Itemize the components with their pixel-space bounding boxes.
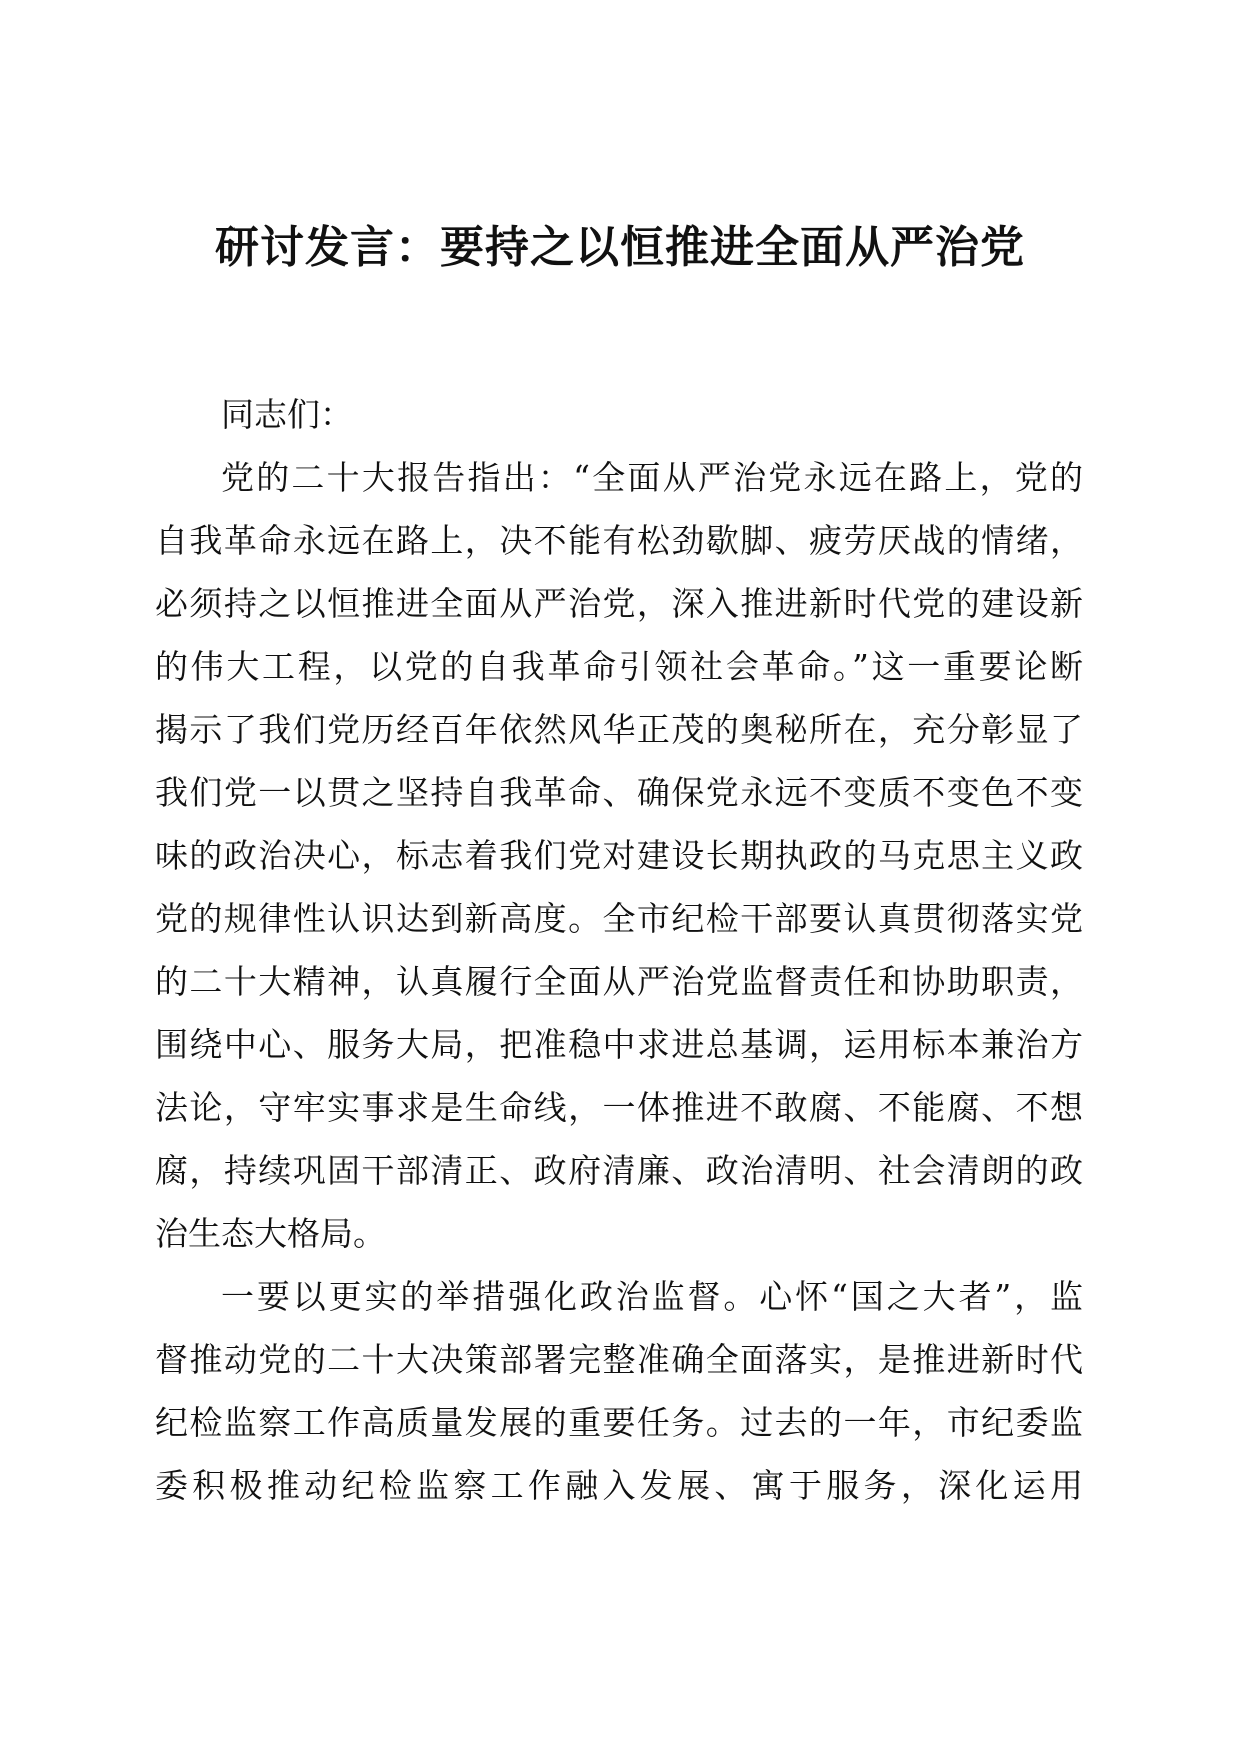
paragraph-1 bbox=[155, 446, 1083, 1265]
text-line: 法论，守牢实事求是生命线，一体推进不敢腐、不能腐、不想 bbox=[155, 1088, 1083, 1127]
text-line: 委积极推动纪检监察工作融入发展、寓于服务，深化运用 bbox=[155, 1466, 1083, 1505]
text-line: 一要以更实的举措强化政治监督。心怀“国之大者”，监 bbox=[221, 1277, 1083, 1316]
text-line: 腐，持续巩固干部清正、政府清廉、政治清明、社会清朗的政 bbox=[155, 1151, 1083, 1190]
salutation-paragraph bbox=[155, 383, 1083, 446]
text-line: 的二十大精神，认真履行全面从严治党监督责任和协助职责， bbox=[155, 962, 1083, 1001]
text-line: 围绕中心、服务大局，把准稳中求进总基调，运用标本兼治方 bbox=[155, 1025, 1083, 1064]
text-line: 督推动党的二十大决策部署完整准确全面落实，是推进新时代 bbox=[155, 1340, 1083, 1379]
document-title: 研讨发言：要持之以恒推进全面从严治党 bbox=[215, 222, 1025, 273]
text-line: 味的政治决心，标志着我们党对建设长期执政的马克思主义政 bbox=[155, 836, 1083, 875]
text-line: 党的二十大报告指出：“全面从严治党永远在路上，党的 bbox=[221, 458, 1083, 497]
text-line: 治生态大格局。 bbox=[155, 1214, 386, 1253]
text-line: 必须持之以恒推进全面从严治党，深入推进新时代党的建设新 bbox=[155, 584, 1083, 623]
text-line: 自我革命永远在路上，决不能有松劲歇脚、疲劳厌战的情绪， bbox=[155, 521, 1083, 560]
document-body bbox=[155, 383, 1083, 1517]
text-line: 我们党一以贯之坚持自我革命、确保党永远不变质不变色不变 bbox=[155, 773, 1083, 812]
paragraph-2 bbox=[155, 1265, 1083, 1517]
text-line: 的伟大工程，以党的自我革命引领社会革命。”这一重要论断 bbox=[155, 647, 1083, 686]
salutation-line: 同志们： bbox=[221, 395, 353, 434]
text-line: 揭示了我们党历经百年依然风华正茂的奥秘所在，充分彰显了 bbox=[155, 710, 1083, 749]
text-line: 党的规律性认识达到新高度。全市纪检干部要认真贯彻落实党 bbox=[155, 899, 1083, 938]
text-line: 纪检监察工作高质量发展的重要任务。过去的一年，市纪委监 bbox=[155, 1403, 1083, 1442]
